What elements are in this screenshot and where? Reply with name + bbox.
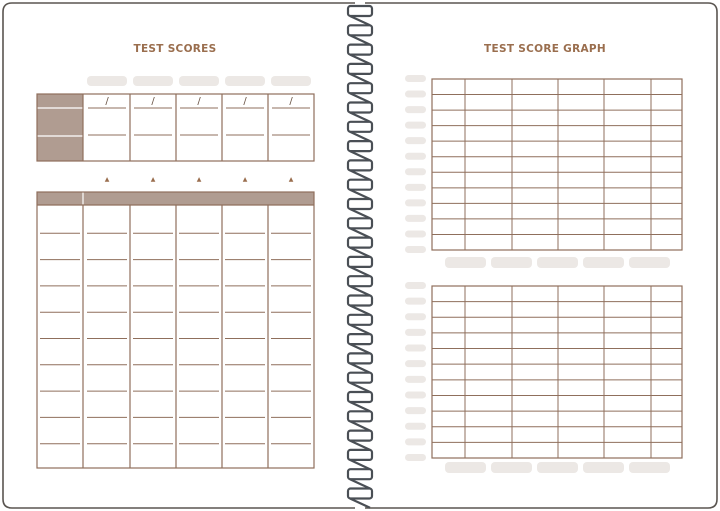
binding-wire xyxy=(350,16,370,25)
binding-wire xyxy=(350,286,370,295)
binding-ring xyxy=(348,25,372,35)
marker-triangle-icon: ▲ xyxy=(150,176,156,183)
graph-column-label-pill xyxy=(491,462,532,473)
graph-row-label-pill xyxy=(405,376,426,383)
graph-border xyxy=(432,286,682,458)
marker-triangle-icon: ▲ xyxy=(196,176,202,183)
binding-ring xyxy=(348,141,372,151)
binding-ring xyxy=(348,450,372,460)
graph-row-label-pill xyxy=(405,345,426,352)
graph-row-label-pill xyxy=(405,423,426,430)
binding-ring xyxy=(348,411,372,421)
binding-wire xyxy=(350,151,370,160)
binding-ring xyxy=(348,180,372,190)
graph-row-label-pill xyxy=(405,391,426,398)
graph-column-label-pill xyxy=(629,257,670,268)
graph-row-label-pill xyxy=(405,153,426,160)
binding-wire xyxy=(350,402,370,411)
graph-row-label-pill xyxy=(405,199,426,206)
marker-triangle-icon: ▲ xyxy=(104,176,110,183)
binding-wire xyxy=(350,209,370,218)
binding-wire xyxy=(350,93,370,102)
binding-ring xyxy=(348,334,372,344)
binding-ring xyxy=(348,431,372,441)
binding-ring xyxy=(348,160,372,170)
binding-ring xyxy=(348,83,372,93)
test-scores-title: TEST SCORES xyxy=(133,43,217,55)
binding-wire xyxy=(350,306,370,315)
graph-row-label-pill xyxy=(405,360,426,367)
binding-wire xyxy=(350,421,370,430)
binding-wire xyxy=(350,441,370,450)
header-pill xyxy=(225,76,265,86)
score-graph-1 xyxy=(405,75,682,268)
binding-wire xyxy=(350,55,370,64)
graph-column-label-pill xyxy=(491,257,532,268)
graph-column-label-pill xyxy=(583,462,624,473)
binding-ring xyxy=(348,238,372,248)
graph-row-label-pill xyxy=(405,215,426,222)
score-graph-2 xyxy=(405,282,682,473)
binding-ring xyxy=(348,489,372,499)
date-table-label-column xyxy=(37,94,83,161)
binding-ring xyxy=(348,199,372,209)
binding-ring xyxy=(348,392,372,402)
header-pill xyxy=(133,76,173,86)
graph-row-label-pill xyxy=(405,106,426,113)
binding-ring xyxy=(348,315,372,325)
binding-ring xyxy=(348,296,372,306)
binding-ring xyxy=(348,373,372,383)
binding-wire xyxy=(350,190,370,199)
graph-row-label-pill xyxy=(405,137,426,144)
graph-column-label-pill xyxy=(537,462,578,473)
graph-row-label-pill xyxy=(405,230,426,237)
binding-ring xyxy=(348,6,372,16)
binding-wire xyxy=(350,228,370,237)
graph-row-label-pill xyxy=(405,246,426,253)
graph-row-label-pill xyxy=(405,91,426,98)
marker-triangle-icon: ▲ xyxy=(288,176,294,183)
graph-row-label-pill xyxy=(405,122,426,129)
binding-wire xyxy=(350,499,370,508)
date-table xyxy=(37,94,314,161)
date-slash: / xyxy=(197,96,201,107)
marker-triangle-icon: ▲ xyxy=(242,176,248,183)
binding-ring xyxy=(348,469,372,479)
graph-row-label-pill xyxy=(405,75,426,82)
binding-ring xyxy=(348,276,372,286)
date-slash: / xyxy=(289,96,293,107)
score-table xyxy=(37,192,314,468)
graph-column-label-pill xyxy=(445,462,486,473)
binding-wire xyxy=(350,132,370,141)
graph-row-label-pill xyxy=(405,282,426,289)
header-pill xyxy=(271,76,311,86)
binding-wire xyxy=(350,363,370,372)
binding-ring xyxy=(348,218,372,228)
binding-ring xyxy=(348,122,372,132)
binding-ring xyxy=(348,64,372,74)
test-score-graph-title: TEST SCORE GRAPH xyxy=(484,43,606,55)
binding-wire xyxy=(350,383,370,392)
binding-wire xyxy=(350,248,370,257)
graph-row-label-pill xyxy=(405,329,426,336)
binding-wire xyxy=(350,479,370,488)
graph-column-label-pill xyxy=(537,257,578,268)
binding-wire xyxy=(350,460,370,469)
graph-row-label-pill xyxy=(405,313,426,320)
graph-row-label-pill xyxy=(405,168,426,175)
graph-row-label-pill xyxy=(405,454,426,461)
graph-column-label-pill xyxy=(629,462,670,473)
date-slash: / xyxy=(151,96,155,107)
binding-wire xyxy=(350,267,370,276)
binding-ring xyxy=(348,353,372,363)
header-pill xyxy=(179,76,219,86)
date-slash: / xyxy=(243,96,247,107)
graph-row-label-pill xyxy=(405,438,426,445)
spiral-binding xyxy=(348,6,372,508)
binding-wire xyxy=(350,113,370,122)
graph-column-label-pill xyxy=(445,257,486,268)
date-slash: / xyxy=(105,96,109,107)
binding-wire xyxy=(350,170,370,179)
graph-column-label-pill xyxy=(583,257,624,268)
binding-ring xyxy=(348,103,372,113)
graph-row-label-pill xyxy=(405,407,426,414)
binding-wire xyxy=(350,74,370,83)
binding-ring xyxy=(348,45,372,55)
binding-wire xyxy=(350,344,370,353)
binding-wire xyxy=(350,35,370,44)
header-pill xyxy=(87,76,127,86)
graph-border xyxy=(432,79,682,250)
graph-row-label-pill xyxy=(405,184,426,191)
binding-wire xyxy=(350,325,370,334)
score-table-header-band xyxy=(37,192,314,205)
graph-row-label-pill xyxy=(405,298,426,305)
binding-ring xyxy=(348,257,372,267)
